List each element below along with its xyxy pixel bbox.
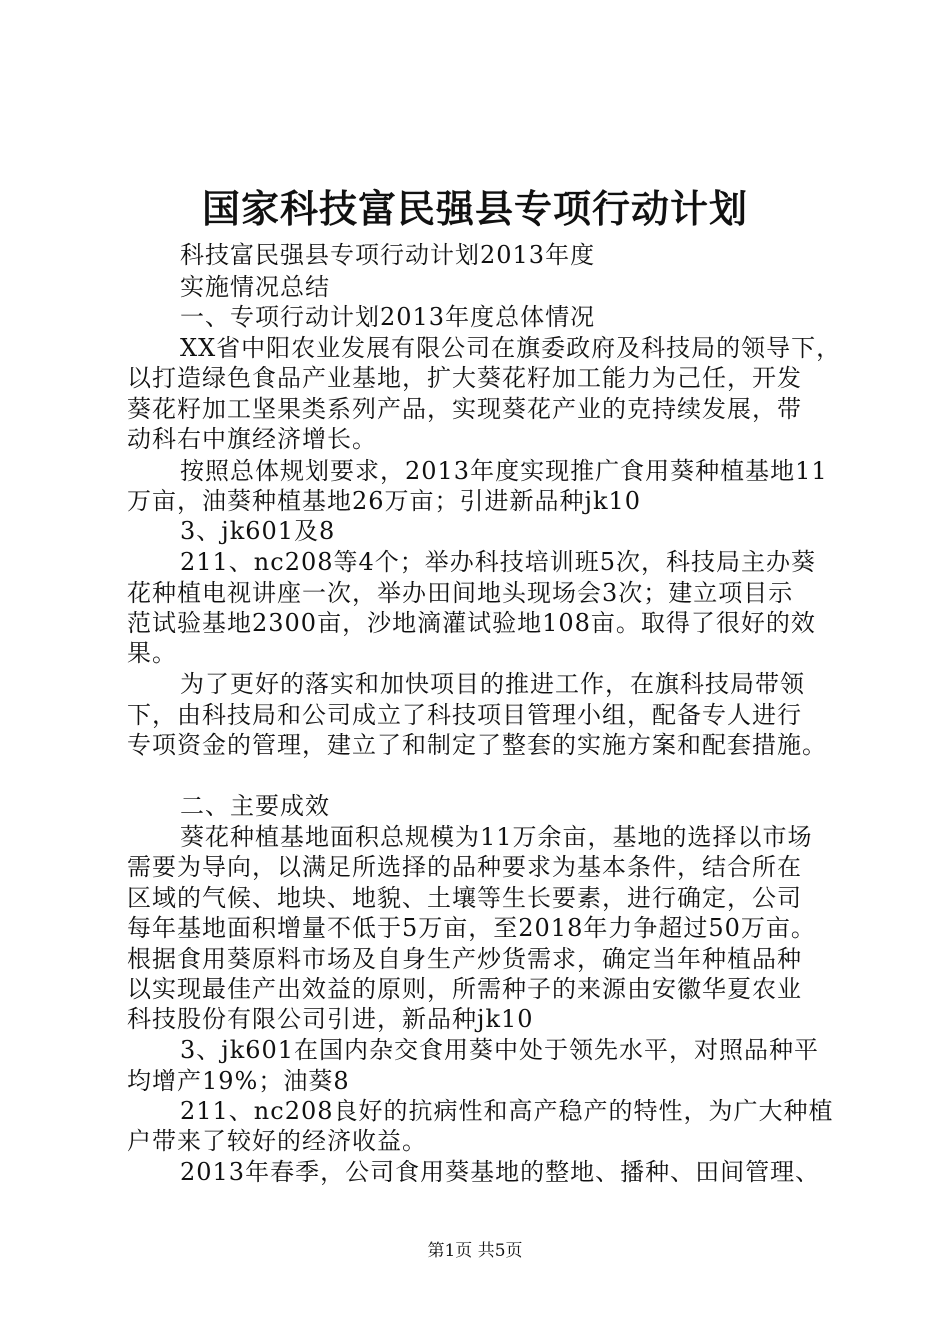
text-line: 专项资金的管理，建立了和制定了整套的实施方案和配套措施。 (127, 731, 827, 759)
text-line: 211、nc208良好的抗病性和高产稳产的特性，为广大种植 (180, 1097, 834, 1125)
text-line: 果。 (127, 639, 177, 667)
text-line: 动科右中旗经济增长。 (127, 425, 377, 453)
text-line: 3、jk601及8 (180, 517, 336, 545)
text-line: 葵花籽加工坚果类系列产品，实现葵花产业的克持续发展，带 (127, 395, 802, 423)
text-line: 按照总体规划要求，2013年度实现推广食用葵种植基地11 (180, 457, 828, 485)
text-line: 科技股份有限公司引进，新品种jk10 (127, 1005, 534, 1033)
text-line: XX省中阳农业发展有限公司在旗委政府及科技局的领导下， (180, 334, 842, 362)
text-line: 实施情况总结 (180, 273, 330, 301)
text-line: 每年基地面积增量不低于5万亩，至2018年力争超过50万亩。 (127, 914, 816, 942)
text-line: 区域的气候、地块、地貌、土壤等生长要素，进行确定，公司 (127, 884, 802, 912)
section-heading: 一、专项行动计划2013年度总体情况 (180, 303, 596, 331)
text-line: 下，由科技局和公司成立了科技项目管理小组，配备专人进行 (127, 701, 802, 729)
page-footer: 第1页 共5页 (427, 1241, 523, 1261)
text-line: 花种植电视讲座一次，举办田间地头现场会3次；建立项目示 (127, 579, 794, 607)
text-line: 葵花种植基地面积总规模为11万余亩，基地的选择以市场 (180, 823, 813, 851)
text-line: 为了更好的落实和加快项目的推进工作，在旗科技局带领 (180, 670, 805, 698)
section-heading: 二、主要成效 (180, 792, 330, 820)
text-line: 均增产19%；油葵8 (127, 1067, 350, 1095)
text-line: 户带来了较好的经济收益。 (127, 1127, 427, 1155)
text-line: 2013年春季，公司食用葵基地的整地、播种、田间管理、 (180, 1158, 821, 1186)
text-line: 需要为导向，以满足所选择的品种要求为基本条件，结合所在 (127, 853, 802, 881)
text-line: 以打造绿色食品产业基地，扩大葵花籽加工能力为己任，开发 (127, 364, 802, 392)
text-line: 科技富民强县专项行动计划2013年度 (180, 241, 596, 269)
text-line: 3、jk601在国内杂交食用葵中处于领先水平，对照品种平 (180, 1036, 820, 1064)
text-line: 范试验基地2300亩，沙地滴灌试验地108亩。取得了很好的效 (127, 609, 816, 637)
text-line: 211、nc208等4个；举办科技培训班5次，科技局主办葵 (180, 548, 817, 576)
document-title: 国家科技富民强县专项行动计划 (201, 186, 748, 231)
text-line: 万亩，油葵种植基地26万亩；引进新品种jk10 (127, 487, 642, 515)
text-line: 以实现最佳产出效益的原则，所需种子的来源由安徽华夏农业 (127, 975, 802, 1003)
text-line: 根据食用葵原料市场及自身生产炒货需求，确定当年种植品种 (127, 945, 802, 973)
